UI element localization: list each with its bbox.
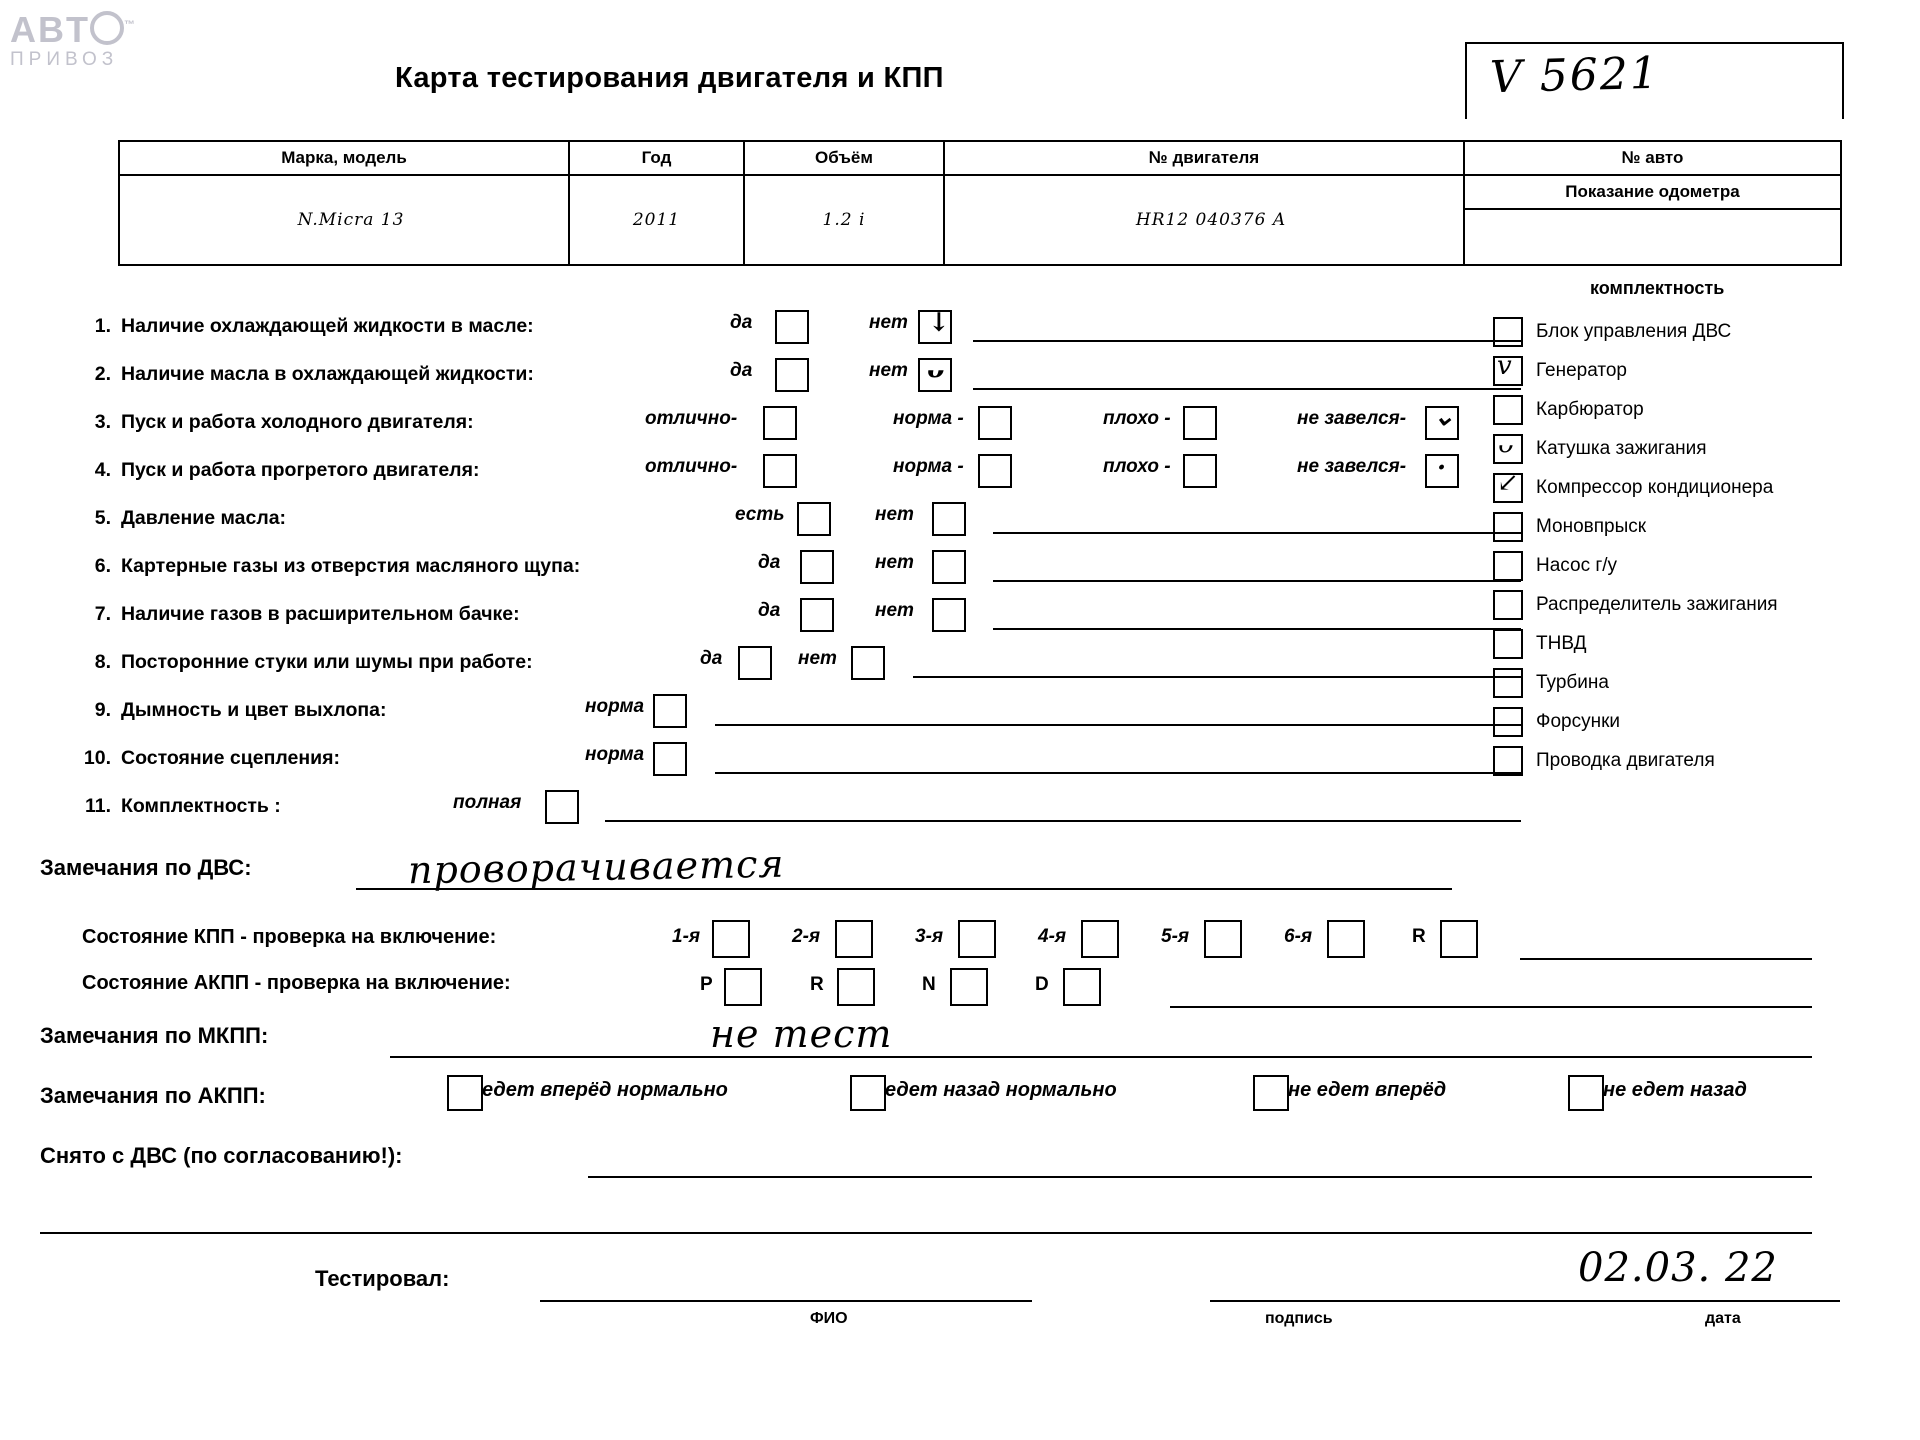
logo-subtitle: ПРИВОЗ — [10, 49, 119, 70]
option-label-normal: норма - — [893, 408, 964, 429]
komplektnost-item-kompressor[interactable] — [1493, 468, 1913, 507]
remarks-dvs-handwritten: проворачивается — [407, 841, 785, 893]
question-number: 1. — [94, 315, 111, 337]
writeline-fio — [540, 1300, 1032, 1302]
komplektnost-label: Компрессор кондиционера — [1536, 476, 1774, 498]
checkbox-tnvd[interactable] — [1493, 629, 1523, 659]
check-mark: ⌄ — [1433, 402, 1455, 432]
option-label-no-start: не завелся- — [1297, 408, 1407, 429]
question-row-1 — [75, 310, 1475, 358]
question-text: Дымность и цвет выхлопа: — [121, 699, 387, 721]
komplektnost-label: Карбюратор — [1536, 398, 1644, 420]
question-row-9 — [75, 694, 1475, 742]
checkbox-akpp-d[interactable] — [1063, 968, 1101, 1006]
komplektnost-label: Насос г/у — [1536, 554, 1618, 576]
checkbox-kpp-gear-3[interactable] — [958, 920, 996, 958]
writeline-q6 — [993, 580, 1521, 582]
komplektnost-list — [1493, 312, 1913, 780]
option-label-excellent: отлично- — [645, 408, 738, 429]
checkbox-q2-yes[interactable] — [775, 358, 809, 392]
komplektnost-label: Распределитель зажигания — [1536, 593, 1778, 615]
writeline-q1 — [973, 340, 1521, 342]
question-text: Картерные газы из отверстия масляного щупа: — [121, 555, 581, 577]
akpp-position-label-d: D — [1035, 974, 1049, 995]
writeline-q7 — [993, 628, 1521, 630]
question-number: 11. — [84, 795, 111, 817]
question-text: Посторонние стуки или шумы при работе: — [121, 651, 533, 673]
akpp-option-label-no-back: не едет назад — [1603, 1079, 1747, 1101]
option-label-yes: да — [730, 360, 753, 381]
avtoprivoz-logo — [10, 6, 190, 84]
option-label-normal: норма — [585, 696, 645, 717]
question-row-7 — [75, 598, 1475, 646]
col-year: Год — [569, 141, 744, 175]
writeline-q11 — [605, 820, 1521, 822]
checkbox-kpp-gear-6[interactable] — [1327, 920, 1365, 958]
question-text: Наличие масла в охлаждающей жидкости: — [121, 363, 534, 385]
option-label-no: нет — [869, 360, 908, 381]
header-table — [118, 140, 1842, 266]
option-label-absent: нет — [875, 504, 914, 525]
checkbox-nasos-gu[interactable] — [1493, 551, 1523, 581]
col-brand-model: Марка, модель — [119, 141, 569, 175]
komplektnost-item-forsunki[interactable] — [1493, 702, 1913, 741]
checkbox-kpp-gear-r[interactable] — [1440, 920, 1478, 958]
checkbox-q8-yes[interactable] — [738, 646, 772, 680]
writeline-q5 — [993, 532, 1521, 534]
akpp-position-label-p: P — [700, 974, 713, 995]
checkbox-q1-no[interactable] — [918, 310, 952, 344]
checkbox-akpp-p[interactable] — [724, 968, 762, 1006]
option-label-bad: плохо - — [1103, 456, 1171, 477]
page-title: Карта тестирования двигателя и КПП — [395, 62, 944, 94]
option-label-yes: да — [758, 600, 781, 621]
question-text: Давление масла: — [121, 507, 287, 529]
checkbox-q5-present[interactable] — [797, 502, 831, 536]
komplektnost-label: Форсунки — [1536, 710, 1620, 732]
akpp-position-label-n: N — [922, 974, 936, 995]
checkbox-akpp-n[interactable] — [950, 968, 988, 1006]
akpp-option-label-forward-ok: едет вперёд нормально — [482, 1079, 728, 1101]
logo-o-circle — [90, 11, 124, 45]
checkbox-kompressor[interactable] — [1493, 467, 1523, 503]
writeline-removed-1 — [588, 1176, 1812, 1178]
checkbox-katushka[interactable] — [1493, 428, 1523, 464]
option-label-bad: плохо - — [1103, 408, 1171, 429]
checkbox-generator[interactable] — [1493, 350, 1523, 386]
checkbox-q4-normal[interactable] — [978, 454, 1012, 488]
remarks-dvs-label: Замечания по ДВС: — [40, 855, 252, 880]
checkbox-q6-yes[interactable] — [800, 550, 834, 584]
question-text: Пуск и работа холодного двигателя: — [121, 411, 474, 433]
question-text: Состояние сцепления: — [121, 747, 341, 769]
komplektnost-item-monovprysk[interactable] — [1493, 507, 1913, 546]
checkbox-q9-normal[interactable] — [653, 694, 687, 728]
vehicle-number-handwritten: V 5621 — [1489, 47, 1661, 104]
option-label-no: нет — [875, 600, 914, 621]
akpp-position-label-r: R — [810, 974, 824, 995]
komplektnost-label: Катушка зажигания — [1536, 437, 1707, 459]
writeline-akpp — [1170, 1006, 1812, 1008]
question-number: 2. — [94, 363, 111, 385]
value-odometer — [1464, 209, 1841, 265]
check-mark: . — [1437, 446, 1447, 476]
kpp-gear-group — [672, 920, 1472, 960]
kpp-gear-label-r: R — [1412, 926, 1426, 947]
col-auto-number: № авто — [1464, 141, 1841, 175]
checkbox-q8-no[interactable] — [851, 646, 885, 680]
question-row-6 — [75, 550, 1475, 598]
checkbox-kpp-gear-1[interactable] — [712, 920, 750, 958]
logo-main-letters: ABT — [10, 9, 90, 50]
question-row-3 — [75, 402, 1475, 454]
komplektnost-item-katushka[interactable] — [1493, 429, 1913, 468]
checkbox-q3-bad[interactable] — [1183, 406, 1217, 440]
checkbox-q4-no-start[interactable] — [1425, 446, 1459, 488]
check-mark: ↓ — [928, 308, 950, 338]
checkbox-q7-yes[interactable] — [800, 598, 834, 632]
kpp-gear-label-3: 3-я — [915, 926, 944, 947]
writeline-q8 — [913, 676, 1521, 678]
question-row-2 — [75, 354, 1475, 406]
question-row-11 — [75, 790, 1475, 838]
removed-label: Снято с ДВС (по согласованию!): — [40, 1143, 403, 1168]
option-label-no-start: не завелся- — [1297, 456, 1407, 477]
komplektnost-item-nasos-gu[interactable] — [1493, 546, 1913, 585]
checkbox-monovprysk[interactable] — [1493, 512, 1523, 542]
checkbox-q11-full[interactable] — [545, 790, 579, 824]
option-label-yes: да — [758, 552, 781, 573]
checkbox-provodka[interactable] — [1493, 746, 1523, 776]
checkbox-q4-excellent[interactable] — [763, 454, 797, 488]
komplektnost-item-provodka[interactable] — [1493, 741, 1913, 780]
komplektnost-item-tnvd[interactable] — [1493, 624, 1913, 663]
question-number: 7. — [94, 603, 111, 625]
option-label-excellent: отлично- — [645, 456, 738, 477]
option-label-yes: да — [700, 648, 723, 669]
check-mark: ↙ — [1497, 467, 1519, 498]
option-label-no: нет — [798, 648, 837, 669]
checkbox-akpp-r[interactable] — [837, 968, 875, 1006]
value-engine-number: HR12 040376 A — [944, 175, 1464, 265]
writeline-signature — [1210, 1300, 1630, 1302]
col-odometer-label: Показание одометра — [1464, 175, 1841, 209]
logo-main-text — [10, 6, 190, 49]
checkbox-raspredelitel[interactable] — [1493, 590, 1523, 620]
akpp-position-group — [700, 968, 1200, 1008]
checkbox-forsunki[interactable] — [1493, 707, 1523, 737]
question-number: 8. — [94, 651, 111, 673]
question-row-5 — [75, 502, 1475, 550]
check-mark: ᴗ — [926, 354, 944, 384]
checkbox-q5-absent[interactable] — [932, 502, 966, 536]
option-label-no: нет — [875, 552, 914, 573]
komplektnost-label: Проводка двигателя — [1536, 749, 1715, 771]
checkbox-q1-yes[interactable] — [775, 310, 809, 344]
checkbox-q3-normal[interactable] — [978, 406, 1012, 440]
kpp-gear-label-2: 2-я — [792, 926, 821, 947]
checkbox-kpp-gear-2[interactable] — [835, 920, 873, 958]
akpp-option-label-no-forward: не едет вперёд — [1288, 1079, 1447, 1101]
writeline-remarks-mkpp — [390, 1056, 1812, 1058]
komplektnost-label: ТНВД — [1536, 632, 1587, 654]
question-number: 10. — [83, 747, 111, 769]
question-text: Комплектность : — [121, 795, 281, 817]
komplektnost-title: комплектность — [1590, 278, 1725, 298]
check-mark: ᴗ — [1497, 428, 1513, 459]
question-number: 5. — [94, 507, 111, 529]
checkbox-kpp-gear-4[interactable] — [1081, 920, 1119, 958]
checkbox-q2-no[interactable] — [918, 354, 952, 392]
writeline-removed-2 — [40, 1232, 1812, 1234]
checkbox-karbyurator[interactable] — [1493, 395, 1523, 425]
checkbox-q6-no[interactable] — [932, 550, 966, 584]
checkbox-akpp-no-back[interactable] — [1568, 1075, 1604, 1111]
kpp-gear-label-1: 1-я — [672, 926, 701, 947]
value-volume: 1.2 i — [744, 175, 944, 265]
option-label-full: полная — [453, 792, 522, 813]
akpp-label: Состояние АКПП - проверка на включение: — [82, 972, 511, 994]
komplektnost-label: Моновпрыск — [1536, 515, 1647, 537]
value-brand-model: N.Micra 13 — [119, 175, 569, 265]
komplektnost-label: Турбина — [1536, 671, 1609, 693]
checkbox-q3-no-start[interactable] — [1425, 402, 1459, 440]
checkbox-q4-bad[interactable] — [1183, 454, 1217, 488]
checkbox-blok-upravleniya[interactable] — [1493, 317, 1523, 347]
checkbox-kpp-gear-5[interactable] — [1204, 920, 1242, 958]
question-number: 6. — [94, 555, 111, 577]
check-mark: v — [1497, 350, 1512, 381]
questions-list — [75, 310, 1475, 838]
date-label: дата — [1705, 1310, 1741, 1327]
akpp-option-label-back-ok: едет назад нормально — [885, 1079, 1117, 1101]
writeline-q9 — [715, 724, 1521, 726]
checkbox-turbina[interactable] — [1493, 668, 1523, 698]
logo-trademark: ™ — [124, 19, 137, 31]
kpp-gear-label-4: 4-я — [1038, 926, 1067, 947]
komplektnost-item-generator[interactable] — [1493, 351, 1913, 390]
checkbox-akpp-forward-ok[interactable] — [447, 1075, 483, 1111]
kpp-gear-label-5: 5-я — [1161, 926, 1190, 947]
komplektnost-label: Блок управления ДВС — [1536, 320, 1732, 342]
col-volume: Объём — [744, 141, 944, 175]
question-number: 9. — [94, 699, 111, 721]
komplektnost-label: Генератор — [1536, 359, 1627, 381]
question-text: Наличие охлаждающей жидкости в масле: — [121, 315, 534, 337]
komplektnost-item-karbyurator[interactable] — [1493, 390, 1913, 429]
date-handwritten: 02.03. 22 — [1578, 1245, 1778, 1291]
writeline-date — [1580, 1300, 1840, 1302]
komplektnost-item-blok-upravleniya[interactable] — [1493, 312, 1913, 351]
remarks-mkpp-label: Замечания по МКПП: — [40, 1023, 269, 1048]
checkbox-q7-no[interactable] — [932, 598, 966, 632]
signature-label: подпись — [1265, 1310, 1333, 1327]
question-row-4 — [75, 446, 1475, 502]
value-year: 2011 — [569, 175, 744, 265]
tested-by-label: Тестировал: — [315, 1266, 450, 1291]
fio-label: ФИО — [810, 1310, 848, 1327]
writeline-q2 — [973, 388, 1521, 390]
komplektnost-item-raspredelitel[interactable] — [1493, 585, 1913, 624]
question-number: 3. — [94, 411, 111, 433]
remarks-akpp-label: Замечания по АКПП: — [40, 1083, 266, 1108]
checkbox-q3-excellent[interactable] — [763, 406, 797, 440]
option-label-no: нет — [869, 312, 908, 333]
question-text: Наличие газов в расширительном бачке: — [121, 603, 520, 625]
option-label-yes: да — [730, 312, 753, 333]
writeline-kpp — [1520, 958, 1812, 960]
komplektnost-item-turbina[interactable] — [1493, 663, 1913, 702]
question-row-8 — [75, 646, 1475, 694]
checkbox-akpp-no-forward[interactable] — [1253, 1075, 1289, 1111]
checkbox-q10-normal[interactable] — [653, 742, 687, 776]
col-engine-number: № двигателя — [944, 141, 1464, 175]
kpp-gear-label-6: 6-я — [1284, 926, 1313, 947]
option-label-normal: норма — [585, 744, 645, 765]
question-text: Пуск и работа прогретого двигателя: — [121, 459, 480, 481]
option-label-present: есть — [735, 504, 785, 525]
question-row-10 — [75, 742, 1475, 790]
writeline-q10 — [715, 772, 1521, 774]
kpp-label: Состояние КПП - проверка на включение: — [82, 926, 497, 948]
option-label-normal: норма - — [893, 456, 964, 477]
remarks-mkpp-handwritten: не тест — [710, 1012, 893, 1056]
table-header-row — [119, 141, 1841, 175]
checkbox-akpp-back-ok[interactable] — [850, 1075, 886, 1111]
table-subheader-row — [119, 175, 1841, 209]
question-number: 4. — [94, 459, 111, 481]
